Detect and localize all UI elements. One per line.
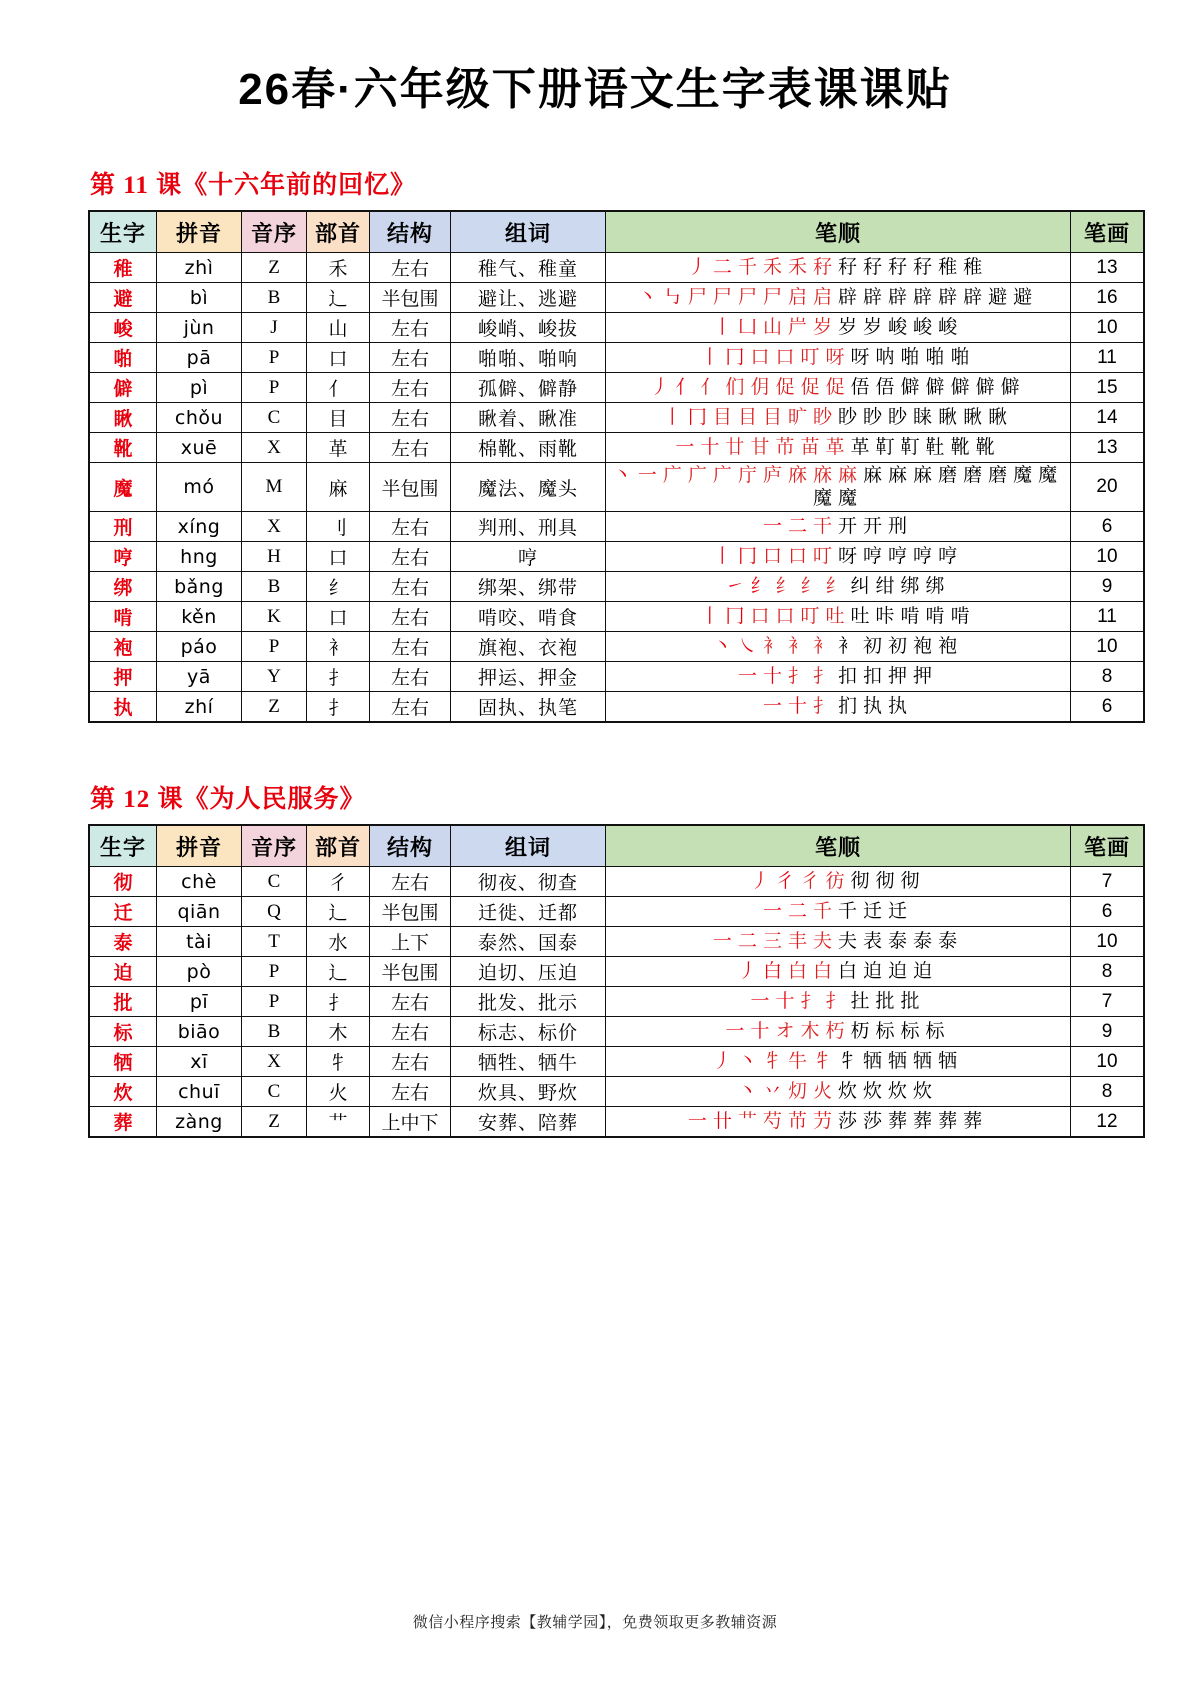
- table-row: [89, 1107, 1144, 1138]
- character-cell: 葬: [89, 1107, 157, 1138]
- stroke-order-cell: [606, 662, 1071, 692]
- character-cell: 僻: [89, 373, 157, 403]
- stroke-order-sequence: 丿 二 千 禾 禾 秄 秄 秄 秄 秄 稚 稚: [687, 256, 983, 278]
- character-cell: 绑: [89, 572, 157, 602]
- stroke-order-cell: [606, 692, 1071, 723]
- yinxu-cell: B: [242, 283, 307, 313]
- radical-cell: 目: [307, 403, 370, 433]
- character-cell: 哼: [89, 542, 157, 572]
- words-cell: 稚气、稚童: [451, 253, 606, 283]
- footer-note: 微信小程序搜索【教辅学园】，免费领取更多教辅资源: [412, 1614, 778, 1631]
- stroke-order-sequence: 一 十 オ 木 朽 杤 标 标 标: [725, 1021, 945, 1043]
- words-cell: 炊具、野炊: [451, 1077, 606, 1107]
- stroke-order-cell: [606, 632, 1071, 662]
- column-header-shengzi: 生字: [89, 211, 157, 253]
- words-cell: 牺牲、牺牛: [451, 1047, 606, 1077]
- pinyin-cell: yā: [157, 662, 242, 692]
- character-cell: 牺: [89, 1047, 157, 1077]
- yinxu-cell: P: [242, 343, 307, 373]
- pinyin-cell: chuī: [157, 1077, 242, 1107]
- table-row: [89, 512, 1144, 542]
- stroke-order-sequence: 丨 冂 目 目 目 旷 眇 眇 眇 眇 睐 瞅 瞅 瞅: [662, 406, 1008, 428]
- stroke-count-cell: 12: [1071, 1107, 1145, 1138]
- radical-cell: 刂: [307, 512, 370, 542]
- stroke-order-cell: [606, 313, 1071, 343]
- yinxu-cell: X: [242, 1047, 307, 1077]
- structure-cell: 左右: [370, 313, 451, 343]
- stroke-order-cell: [606, 542, 1071, 572]
- radical-cell: 革: [307, 433, 370, 463]
- stroke-count-cell: 11: [1071, 602, 1145, 632]
- table-row: [89, 662, 1144, 692]
- stroke-order-cell: [606, 463, 1071, 512]
- words-cell: 棉靴、雨靴: [451, 433, 606, 463]
- lesson-heading-11: 第 11 课《十六年前的回忆》: [90, 172, 417, 199]
- radical-cell: 艹: [307, 1107, 370, 1138]
- stroke-count-cell: 8: [1071, 662, 1145, 692]
- stroke-order-sequence: 丶 ㇏ 衤 衤 衤 衤 初 初 袍 袍: [712, 636, 958, 658]
- character-cell: 炊: [89, 1077, 157, 1107]
- stroke-order-sequence: 丶 ㇉ 尸 尸 尸 尸 启 启 辟 辟 辟 辟 辟 辟 避 避: [637, 286, 1033, 308]
- table-body-lesson-12: [89, 867, 1144, 1138]
- stroke-order-sequence: 丿 丶 牜 牛 牜 牜 牺 牺 牺 牺: [712, 1051, 958, 1073]
- words-cell: 绑架、绑带: [451, 572, 606, 602]
- radical-cell: 扌: [307, 692, 370, 723]
- pinyin-cell: chǒu: [157, 403, 242, 433]
- yinxu-cell: Z: [242, 253, 307, 283]
- stroke-count-cell: 10: [1071, 1047, 1145, 1077]
- column-header-pinyin: 拼音: [157, 825, 242, 867]
- words-cell: 固执、执笔: [451, 692, 606, 723]
- stroke-count-cell: 7: [1071, 987, 1145, 1017]
- words-cell: 啃咬、啃食: [451, 602, 606, 632]
- table-row: [89, 987, 1144, 1017]
- character-cell: 刑: [89, 512, 157, 542]
- yinxu-cell: Y: [242, 662, 307, 692]
- table-row: [89, 927, 1144, 957]
- stroke-order-cell: [606, 897, 1071, 927]
- yinxu-cell: K: [242, 602, 307, 632]
- character-cell: 峻: [89, 313, 157, 343]
- words-cell: 批发、批示: [451, 987, 606, 1017]
- radical-cell: 口: [307, 542, 370, 572]
- stroke-order-cell: [606, 283, 1071, 313]
- table-row: [89, 253, 1144, 283]
- stroke-order-cell: [606, 957, 1071, 987]
- stroke-count-cell: 10: [1071, 632, 1145, 662]
- character-cell: 稚: [89, 253, 157, 283]
- stroke-count-cell: 9: [1071, 572, 1145, 602]
- character-cell: 避: [89, 283, 157, 313]
- radical-cell: 牜: [307, 1047, 370, 1077]
- stroke-order-cell: [606, 1107, 1071, 1138]
- character-cell: 迫: [89, 957, 157, 987]
- table-row: [89, 572, 1144, 602]
- stroke-order-sequence: 一 二 三 丰 夫 夫 表 泰 泰 泰: [712, 931, 958, 953]
- stroke-count-cell: 20: [1071, 463, 1145, 512]
- pinyin-cell: zàng: [157, 1107, 242, 1138]
- character-cell: 袍: [89, 632, 157, 662]
- pinyin-cell: zhí: [157, 692, 242, 723]
- structure-cell: 左右: [370, 572, 451, 602]
- character-table-lesson-12: [88, 824, 1145, 1138]
- structure-cell: 左右: [370, 632, 451, 662]
- column-header-bushou: 部首: [307, 211, 370, 253]
- yinxu-cell: J: [242, 313, 307, 343]
- pinyin-cell: xuē: [157, 433, 242, 463]
- pinyin-cell: bì: [157, 283, 242, 313]
- stroke-order-cell: [606, 512, 1071, 542]
- stroke-count-cell: 10: [1071, 542, 1145, 572]
- structure-cell: 左右: [370, 987, 451, 1017]
- stroke-order-sequence: 一 十 扌 扌 扗 批 批: [750, 991, 920, 1013]
- stroke-order-sequence: 一 十 廿 甘 芇 苗 革 革 靪 靪 靯 靴 靴: [675, 436, 995, 458]
- column-header-yinxu: 音序: [242, 211, 307, 253]
- character-cell: 瞅: [89, 403, 157, 433]
- pinyin-cell: xī: [157, 1047, 242, 1077]
- character-cell: 泰: [89, 927, 157, 957]
- radical-cell: 辶: [307, 897, 370, 927]
- yinxu-cell: X: [242, 512, 307, 542]
- column-header-zuci: 组词: [451, 211, 606, 253]
- stroke-count-cell: 14: [1071, 403, 1145, 433]
- yinxu-cell: Z: [242, 1107, 307, 1138]
- words-cell: 泰然、国泰: [451, 927, 606, 957]
- stroke-order-sequence: 丨 冂 口 口 叮 呀 呀 呐 啪 啪 啪: [700, 346, 970, 368]
- stroke-order-cell: [606, 1017, 1071, 1047]
- table-row: [89, 313, 1144, 343]
- structure-cell: 半包围: [370, 283, 451, 313]
- table-row: [89, 692, 1144, 723]
- character-cell: 魔: [89, 463, 157, 512]
- table-row: [89, 957, 1144, 987]
- stroke-count-cell: 9: [1071, 1017, 1145, 1047]
- radical-cell: 扌: [307, 987, 370, 1017]
- pinyin-cell: mó: [157, 463, 242, 512]
- column-header-yinxu: 音序: [242, 825, 307, 867]
- words-cell: 峻峭、峻拔: [451, 313, 606, 343]
- stroke-order-sequence: 一 十 扌 扪 执 执: [762, 696, 908, 718]
- structure-cell: 上下: [370, 927, 451, 957]
- stroke-order-sequence: 一 二 千 千 迁 迁: [762, 901, 908, 923]
- radical-cell: 山: [307, 313, 370, 343]
- words-cell: 旗袍、衣袍: [451, 632, 606, 662]
- table-row: [89, 463, 1144, 512]
- character-cell: 啃: [89, 602, 157, 632]
- radical-cell: 辶: [307, 283, 370, 313]
- stroke-order-cell: [606, 343, 1071, 373]
- structure-cell: 左右: [370, 602, 451, 632]
- structure-cell: 左右: [370, 692, 451, 723]
- lesson-heading-12: 第 12 课《为人民服务》: [90, 786, 366, 814]
- yinxu-cell: P: [242, 373, 307, 403]
- stroke-count-cell: 8: [1071, 1077, 1145, 1107]
- stroke-count-cell: 6: [1071, 692, 1145, 723]
- stroke-order-sequence: ㇀ 纟 纟 纟 纟 纠 绀 绑 绑: [725, 576, 945, 598]
- stroke-order-cell: [606, 602, 1071, 632]
- structure-cell: 左右: [370, 867, 451, 897]
- radical-cell: 亻: [307, 373, 370, 403]
- words-cell: 迫切、压迫: [451, 957, 606, 987]
- pinyin-cell: jùn: [157, 313, 242, 343]
- yinxu-cell: P: [242, 632, 307, 662]
- pinyin-cell: biāo: [157, 1017, 242, 1047]
- column-header-zuci: 组词: [451, 825, 606, 867]
- column-header-shengzi: 生字: [89, 825, 157, 867]
- stroke-order-sequence: 一 十 扌 扌 扣 扣 押 押: [737, 666, 933, 688]
- radical-cell: 口: [307, 343, 370, 373]
- character-cell: 彻: [89, 867, 157, 897]
- character-table-lesson-11: [88, 210, 1145, 723]
- radical-cell: 衤: [307, 632, 370, 662]
- stroke-order-cell: [606, 433, 1071, 463]
- yinxu-cell: Q: [242, 897, 307, 927]
- stroke-count-cell: 10: [1071, 927, 1145, 957]
- structure-cell: 左右: [370, 1047, 451, 1077]
- stroke-order-cell: [606, 373, 1071, 403]
- pinyin-cell: pì: [157, 373, 242, 403]
- stroke-count-cell: 16: [1071, 283, 1145, 313]
- page-title: 26春·六年级下册语文生字表课课贴: [238, 65, 952, 114]
- words-cell: 孤僻、僻静: [451, 373, 606, 403]
- structure-cell: 左右: [370, 373, 451, 403]
- yinxu-cell: C: [242, 403, 307, 433]
- character-cell: 执: [89, 692, 157, 723]
- pinyin-cell: pò: [157, 957, 242, 987]
- table-body-lesson-11: [89, 253, 1144, 723]
- pinyin-cell: qiān: [157, 897, 242, 927]
- radical-cell: 水: [307, 927, 370, 957]
- structure-cell: 半包围: [370, 897, 451, 927]
- table-row: [89, 433, 1144, 463]
- structure-cell: 左右: [370, 1017, 451, 1047]
- stroke-count-cell: 13: [1071, 433, 1145, 463]
- column-header-jiegou: 结构: [370, 211, 451, 253]
- stroke-order-sequence: 一 二 干 开 开 刑: [762, 516, 908, 538]
- words-cell: 彻夜、彻查: [451, 867, 606, 897]
- structure-cell: 半包围: [370, 463, 451, 512]
- words-cell: 押运、押金: [451, 662, 606, 692]
- words-cell: 标志、标价: [451, 1017, 606, 1047]
- column-header-bihua: 笔画: [1071, 211, 1145, 253]
- radical-cell: 纟: [307, 572, 370, 602]
- radical-cell: 彳: [307, 867, 370, 897]
- pinyin-cell: tài: [157, 927, 242, 957]
- yinxu-cell: Z: [242, 692, 307, 723]
- yinxu-cell: C: [242, 1077, 307, 1107]
- radical-cell: 辶: [307, 957, 370, 987]
- column-header-pinyin: 拼音: [157, 211, 242, 253]
- stroke-order-sequence: 丿 白 白 白 白 迫 迫 迫: [737, 961, 933, 983]
- stroke-order-cell: [606, 987, 1071, 1017]
- pinyin-cell: bǎng: [157, 572, 242, 602]
- stroke-order-cell: [606, 927, 1071, 957]
- radical-cell: 木: [307, 1017, 370, 1047]
- radical-cell: 火: [307, 1077, 370, 1107]
- column-header-bihua: 笔画: [1071, 825, 1145, 867]
- table-row: [89, 897, 1144, 927]
- pinyin-cell: zhì: [157, 253, 242, 283]
- yinxu-cell: C: [242, 867, 307, 897]
- pinyin-cell: xíng: [157, 512, 242, 542]
- words-cell: 迁徙、迁都: [451, 897, 606, 927]
- yinxu-cell: T: [242, 927, 307, 957]
- structure-cell: 左右: [370, 253, 451, 283]
- structure-cell: 左右: [370, 542, 451, 572]
- table-row: [89, 1017, 1144, 1047]
- stroke-count-cell: 13: [1071, 253, 1145, 283]
- radical-cell: 麻: [307, 463, 370, 512]
- stroke-order-sequence: 一 卄 艹 芍 芇 芀 莎 莎 葬 葬 葬 葬: [687, 1111, 983, 1133]
- words-cell: 避让、逃避: [451, 283, 606, 313]
- stroke-order-sequence: 丶 丷 灱 火 炊 炊 炊 炊: [737, 1081, 933, 1103]
- character-cell: 靴: [89, 433, 157, 463]
- radical-cell: 口: [307, 602, 370, 632]
- table-header-row: [89, 211, 1144, 253]
- column-header-jiegou: 结构: [370, 825, 451, 867]
- stroke-count-cell: 6: [1071, 512, 1145, 542]
- words-cell: 啪啪、啪响: [451, 343, 606, 373]
- stroke-order-sequence: 丨 凵 山 屵 岁 岁 岁 峻 峻 峻: [712, 316, 958, 338]
- stroke-count-cell: 15: [1071, 373, 1145, 403]
- structure-cell: 左右: [370, 512, 451, 542]
- radical-cell: 禾: [307, 253, 370, 283]
- table-header-row: [89, 825, 1144, 867]
- yinxu-cell: B: [242, 572, 307, 602]
- stroke-order-cell: [606, 572, 1071, 602]
- stroke-order-cell: [606, 403, 1071, 433]
- stroke-count-cell: 6: [1071, 897, 1145, 927]
- table-row: [89, 373, 1144, 403]
- character-cell: 迁: [89, 897, 157, 927]
- stroke-order-cell: [606, 1077, 1071, 1107]
- table-row: [89, 602, 1144, 632]
- structure-cell: 左右: [370, 662, 451, 692]
- structure-cell: 上中下: [370, 1107, 451, 1138]
- words-cell: 判刑、刑具: [451, 512, 606, 542]
- radical-cell: 扌: [307, 662, 370, 692]
- structure-cell: 左右: [370, 1077, 451, 1107]
- stroke-count-cell: 7: [1071, 867, 1145, 897]
- table-row: [89, 867, 1144, 897]
- words-cell: 瞅着、瞅准: [451, 403, 606, 433]
- character-cell: 押: [89, 662, 157, 692]
- column-header-bishun: 笔顺: [606, 211, 1071, 253]
- table-row: [89, 403, 1144, 433]
- words-cell: 安葬、陪葬: [451, 1107, 606, 1138]
- pinyin-cell: chè: [157, 867, 242, 897]
- yinxu-cell: M: [242, 463, 307, 512]
- pinyin-cell: pā: [157, 343, 242, 373]
- column-header-bushou: 部首: [307, 825, 370, 867]
- words-cell: 魔法、魔头: [451, 463, 606, 512]
- character-cell: 啪: [89, 343, 157, 373]
- stroke-order-cell: [606, 867, 1071, 897]
- yinxu-cell: H: [242, 542, 307, 572]
- pinyin-cell: hng: [157, 542, 242, 572]
- pinyin-cell: kěn: [157, 602, 242, 632]
- table-row: [89, 283, 1144, 313]
- yinxu-cell: B: [242, 1017, 307, 1047]
- column-header-bishun: 笔顺: [606, 825, 1071, 867]
- stroke-count-cell: 8: [1071, 957, 1145, 987]
- structure-cell: 左右: [370, 343, 451, 373]
- stroke-order-cell: [606, 1047, 1071, 1077]
- structure-cell: 左右: [370, 433, 451, 463]
- table-row: [89, 1047, 1144, 1077]
- stroke-count-cell: 11: [1071, 343, 1145, 373]
- stroke-order-sequence: 丶 一 广 广 广 庁 庐 庥 庥 麻 麻 麻 麻 磨 磨 磨 魔 魔魔 魔: [612, 465, 1058, 510]
- stroke-order-sequence: 丿 亻 亻 们 仴 促 促 促 俉 俉 僻 僻 僻 僻 僻: [650, 376, 1020, 398]
- table-row: [89, 542, 1144, 572]
- stroke-order-sequence: 丨 冂 口 口 叮 吐 吐 咔 啃 啃 啃: [700, 606, 970, 628]
- table-row: [89, 343, 1144, 373]
- yinxu-cell: P: [242, 987, 307, 1017]
- table-row: [89, 1077, 1144, 1107]
- table-row: [89, 632, 1144, 662]
- character-cell: 标: [89, 1017, 157, 1047]
- pinyin-cell: pī: [157, 987, 242, 1017]
- words-cell: 哼: [451, 542, 606, 572]
- stroke-count-cell: 10: [1071, 313, 1145, 343]
- character-cell: 批: [89, 987, 157, 1017]
- yinxu-cell: P: [242, 957, 307, 987]
- structure-cell: 半包围: [370, 957, 451, 987]
- stroke-order-sequence: 丨 冂 口 口 叮 呀 哼 哼 哼 哼: [712, 546, 958, 568]
- stroke-order-cell: [606, 253, 1071, 283]
- structure-cell: 左右: [370, 403, 451, 433]
- stroke-order-sequence: 丿 彳 彳 彷 彻 彻 彻: [750, 871, 920, 893]
- pinyin-cell: páo: [157, 632, 242, 662]
- yinxu-cell: X: [242, 433, 307, 463]
